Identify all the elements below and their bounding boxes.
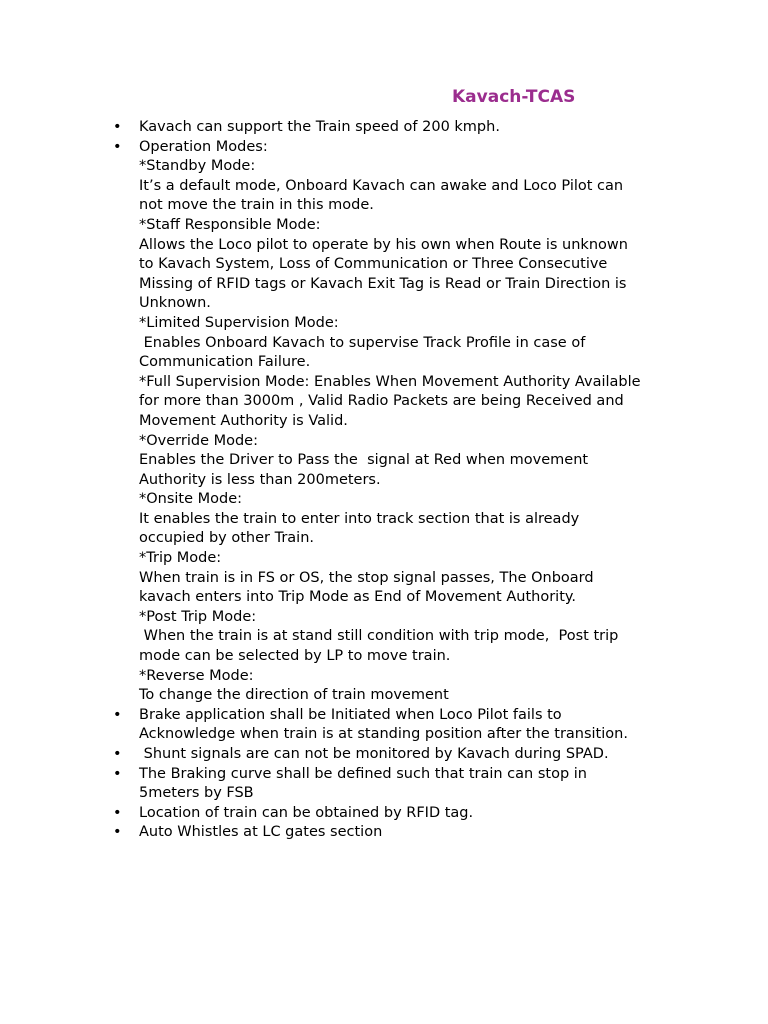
bullet-icon: • <box>113 746 122 762</box>
text-line: The Braking curve shall be defined such that train can stop in <box>139 765 587 782</box>
list-item <box>0 745 768 765</box>
bullet-icon: • <box>113 706 122 723</box>
text-line: Missing of RFID tags or Kavach Exit Tag is Read or Train Direction is <box>139 275 627 292</box>
text-line: When train is in FS or OS, the stop signal passes, The Onboard <box>139 569 594 586</box>
text-line: Unknown. <box>139 295 211 312</box>
text-line: not move the train in this mode. <box>139 197 374 214</box>
text-line: Communication Failure. <box>139 354 311 371</box>
text-line: *Onsite Mode: <box>139 491 243 508</box>
text-line: *Staff Responsible Mode: <box>139 216 321 233</box>
bullet-icon: • <box>113 824 122 841</box>
text-line: Auto Whistles at LC gates section <box>139 824 383 841</box>
document-title: Kavach-TCAS <box>452 87 576 107</box>
text-line: To change the direction of train movement <box>139 687 449 704</box>
text-line: *Full Supervision Mode: Enables When Movement Authority Available <box>139 373 641 390</box>
list-item <box>0 706 768 745</box>
bullet-icon: • <box>113 119 122 135</box>
text-line: It’s a default mode, Onboard Kavach can awake and Loco Pilot can <box>139 177 624 194</box>
text-line: to Kavach System, Loss of Communication or Three Consecutive <box>139 256 608 273</box>
text-line: kavach enters into Trip Mode as End of Movement Authority. <box>139 589 577 606</box>
list-item <box>0 138 768 706</box>
text-line: *Post Trip Mode: <box>139 608 257 625</box>
text-line: for more than 3000m , Valid Radio Packets are being Received and <box>139 393 624 410</box>
text-line: Movement Authority is Valid. <box>139 412 348 429</box>
text-line: *Limited Supervision Mode: <box>139 314 339 331</box>
bullet-icon: • <box>113 804 122 821</box>
text-line: Authority is less than 200meters. <box>139 471 381 488</box>
bullet-icon: • <box>113 138 122 155</box>
text-line: *Standby Mode: <box>139 158 256 175</box>
text-line: When the train is at stand still condition with trip mode, Post trip <box>139 628 619 645</box>
text-line: Enables Onboard Kavach to supervise Track Profile in case of <box>139 334 586 351</box>
text-line: Enables the Driver to Pass the signal at Red when movement <box>139 452 589 469</box>
text-line: 5meters by FSB <box>139 785 254 802</box>
list-item <box>0 804 768 824</box>
bullet-icon: • <box>113 765 122 782</box>
text-line: *Override Mode: <box>139 432 258 449</box>
list-item <box>0 823 768 843</box>
text-line: Shunt signals are can not be monitored by Kavach during SPAD. <box>139 746 609 762</box>
text-line: Acknowledge when train is at standing position after the transition. <box>139 726 628 743</box>
text-line: *Trip Mode: <box>139 550 222 567</box>
text-line: *Reverse Mode: <box>139 667 254 684</box>
text-line: Allows the Loco pilot to operate by his own when Route is unknown <box>139 236 628 253</box>
text-line: It enables the train to enter into track section that is already <box>139 510 580 527</box>
text-line: Location of train can be obtained by RFID tag. <box>139 804 474 821</box>
text-line: occupied by other Train. <box>139 530 315 547</box>
text-line: Kavach can support the Train speed of 200 kmph. <box>139 119 500 135</box>
text-line: Operation Modes: <box>139 138 268 155</box>
list-item <box>0 765 768 804</box>
bullet-list <box>0 118 768 843</box>
list-item <box>0 118 768 138</box>
text-line: Brake application shall be Initiated when Loco Pilot fails to <box>139 706 562 723</box>
text-line: mode can be selected by LP to move train. <box>139 648 451 665</box>
